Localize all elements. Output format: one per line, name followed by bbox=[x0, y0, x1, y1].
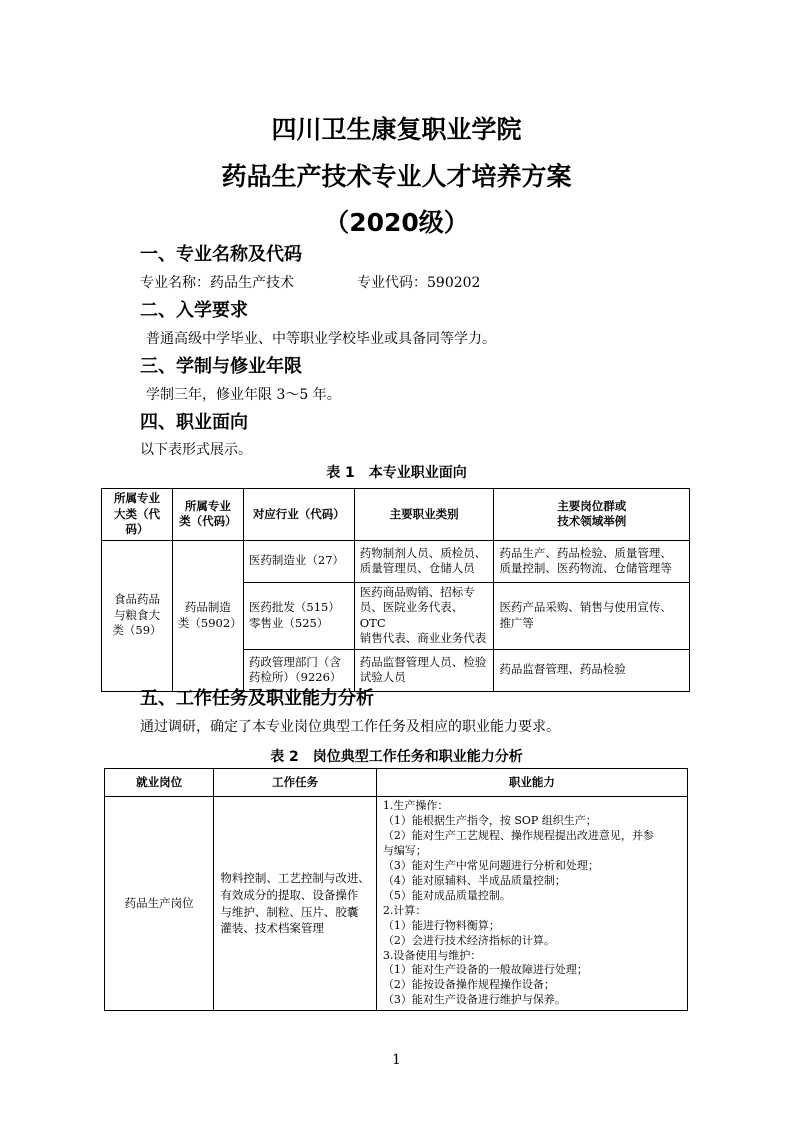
table-header-row bbox=[102, 489, 690, 541]
admission-text: 普通高级中学毕业、中等职业学校毕业或具备同等学力。 bbox=[146, 331, 496, 347]
section-heading-tasks: 五、工作任务及职业能力分析 bbox=[140, 688, 374, 709]
positions-cell: 药品生产、药品检验、质量管理、 质量控制、医药物流、仓储管理等 bbox=[494, 540, 690, 582]
major-code: 专业代码：590202 bbox=[357, 275, 481, 291]
table-row bbox=[102, 540, 690, 582]
ability-line: （1）能根据生产指令，按 SOP 组织生产； bbox=[382, 813, 597, 827]
section-heading-admission: 二、入学要求 bbox=[140, 300, 248, 321]
positions-cell: 药品监督管理、药品检验 bbox=[494, 649, 690, 691]
tasks-table bbox=[104, 768, 688, 1011]
section-heading-duration: 三、学制与修业年限 bbox=[140, 356, 302, 377]
ability-line: （3）能对生产中常见问题进行分析和处理； bbox=[382, 858, 599, 872]
ability-line: （2）能按设备操作规程操作设备； bbox=[382, 978, 555, 992]
col-header-ability: 职业能力 bbox=[376, 769, 687, 797]
occupation-cell: 药物制剂人员、质检员、 质量管理员、仓储人员 bbox=[354, 540, 494, 582]
document-title-school: 四川卫生康复职业学院 bbox=[271, 115, 522, 144]
major-name: 专业名称：药品生产技术 bbox=[140, 275, 294, 291]
section-heading-major: 一、专业名称及代码 bbox=[140, 244, 302, 265]
col-header-industry: 对应行业（代码） bbox=[243, 489, 354, 541]
page-number: 1 bbox=[392, 1052, 401, 1068]
task-line: 有效成分的提取、设备操作 bbox=[220, 888, 359, 902]
col-header-positions: 主要岗位群或 技术领域举例 bbox=[494, 489, 690, 541]
industry-cell: 药政管理部门（含 药检所）（9226） bbox=[243, 649, 354, 691]
table-row bbox=[105, 797, 688, 1011]
section-heading-career: 四、职业面向 bbox=[140, 412, 248, 433]
ability-line: （3）能对生产设备进行维护与保养。 bbox=[382, 993, 566, 1007]
col-header-occupation: 主要职业类别 bbox=[354, 489, 494, 541]
col-header-post: 就业岗位 bbox=[105, 769, 214, 797]
tasks-intro: 通过调研，确定了本专业岗位典型工作任务及相应的职业能力要求。 bbox=[140, 719, 560, 735]
col-header-subcategory: 所属专业 类（代码） bbox=[172, 489, 243, 541]
task-line: 灌装、技术档案管理 bbox=[220, 921, 324, 936]
ability-line: 1.生产操作： bbox=[382, 799, 449, 812]
duration-text: 学制三年，修业年限 3～5 年。 bbox=[146, 387, 341, 403]
task-line: 与维护、制粒、压片、胶囊 bbox=[220, 904, 359, 919]
col-header-task: 工作任务 bbox=[214, 769, 377, 797]
category-cell: 食品药品 与粮食大 类（59） bbox=[102, 540, 173, 691]
table-header-row bbox=[105, 769, 688, 797]
occupation-cell: 医药商品购销、招标专 员、医院业务代表、OTC 销售代表、商业业务代表 bbox=[354, 582, 494, 649]
ability-line: （4）能对原辅料、半成品质量控制； bbox=[382, 873, 566, 887]
industry-cell: 医药制造业（27） bbox=[243, 540, 354, 582]
career-intro: 以下表形式展示。 bbox=[140, 442, 252, 458]
task-cell bbox=[214, 797, 377, 1011]
ability-line: 与编写； bbox=[382, 843, 427, 857]
document-title-year: （2020级） bbox=[324, 208, 469, 237]
ability-line: （1）能对生产设备的一般故障进行处理； bbox=[382, 963, 588, 977]
table2-caption: 表 2 岗位典型工作任务和职业能力分析 bbox=[270, 749, 523, 765]
ability-cell bbox=[376, 797, 687, 1011]
table1-caption: 表 1 本专业职业面向 bbox=[326, 465, 467, 481]
col-header-category: 所属专业 大类（代 码） bbox=[102, 489, 173, 541]
ability-line: （5）能对成品质量控制。 bbox=[382, 888, 511, 902]
career-table bbox=[101, 488, 690, 692]
ability-line: （2）能对生产工艺规程、操作规程提出改进意见，并参 bbox=[382, 828, 654, 842]
ability-line: 3.设备使用与维护： bbox=[382, 948, 482, 962]
task-line: 物料控制、工艺控制与改进、 bbox=[220, 871, 370, 886]
occupation-cell: 药品监督管理人员、检验 试验人员 bbox=[354, 649, 494, 691]
industry-cell: 医药批发（515） 零售业（525） bbox=[243, 582, 354, 649]
ability-line: （2）会进行技术经济指标的计算。 bbox=[382, 933, 555, 947]
ability-line: 2.计算： bbox=[382, 903, 427, 917]
positions-cell: 医药产品采购、销售与使用宣传、 推广等 bbox=[494, 582, 690, 649]
post-cell: 药品生产岗位 bbox=[105, 797, 214, 1011]
ability-line: （1）能进行物料衡算； bbox=[382, 918, 500, 932]
subcategory-cell: 药品制造 类（5902） bbox=[172, 540, 243, 691]
document-title-program: 药品生产技术专业人才培养方案 bbox=[221, 162, 572, 191]
